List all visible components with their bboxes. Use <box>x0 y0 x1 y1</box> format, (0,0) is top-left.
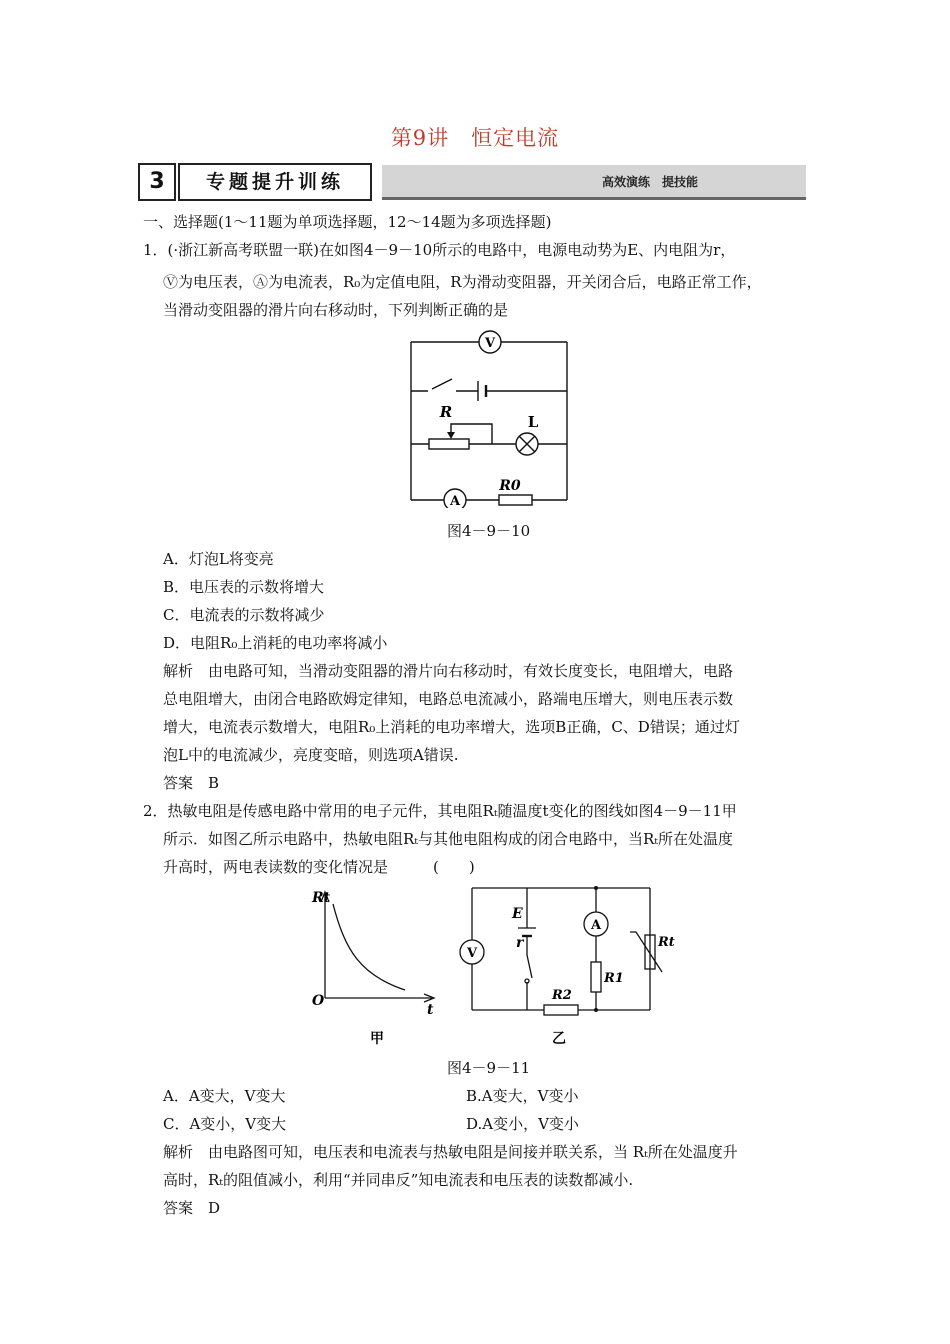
q2-emf-label: E <box>512 906 523 922</box>
q1-resistor-label: R0 <box>499 478 521 494</box>
q2-circuit-yi <box>452 880 677 1050</box>
q1-option-c: C．电流表的示数将减少 <box>163 606 325 624</box>
q1-analysis-4: 泡L中的电流减少，亮度变暗，则选项A错误. <box>163 746 459 764</box>
q2-thermistor-label: Rt <box>658 935 675 950</box>
q2-circuit-caption: 乙 <box>552 1031 566 1047</box>
q1-analysis-3: 增大，电流表示数增大，电阻R₀上消耗的电功率增大，选项B正确，C、D错误；通过灯 <box>163 718 740 736</box>
q1-fig-caption: 图4－9－10 <box>447 522 531 540</box>
q2-answer: 答案 D <box>163 1199 221 1217</box>
q1-lamp-label: L <box>527 413 539 431</box>
q1-analysis-1: 解析 由电路可知，当滑动变阻器的滑片向右移动时，有效长度变长，电阻增大，电路 <box>163 662 734 680</box>
banner-label: 专题提升训练 <box>178 163 372 201</box>
q1-line-3: 当滑动变阻器的滑片向右移动时，下列判断正确的是 <box>163 301 509 319</box>
q1-option-d: D．电阻R₀上消耗的电功率将减小 <box>163 634 388 652</box>
q2-graph-jia <box>300 880 445 1050</box>
q2-internal-label: r <box>516 935 524 951</box>
q2-r2-label: R2 <box>552 988 572 1003</box>
q1-analysis-2: 总电阻增大，由闭合电路欧姆定律知，电路总电流减小，路端电压增大，则电压表示数 <box>163 690 734 708</box>
q2-analysis-2: 高时，Rₜ的阻值减小，利用“并同串反”知电流表和电压表的读数都减小. <box>163 1171 634 1189</box>
q2-graph-x-label: t <box>427 1002 434 1018</box>
q1-option-a: A．灯泡L将变亮 <box>163 550 274 568</box>
q2-option-b: B.A变大，V变小 <box>466 1087 579 1105</box>
q2-analysis-1: 解析 由电路图可知，电压表和电流表与热敏电阻是间接并联关系，当 Rₜ所在处温度升 <box>163 1143 738 1161</box>
page-title: 第9讲 恒定电流 <box>390 126 560 150</box>
q2-line-2: 所示．如图乙所示电路中，热敏电阻Rₜ与其他电阻构成的闭合电路中，当Rₜ所在处温度 <box>163 830 733 848</box>
q1-circuit-diagram <box>400 328 580 508</box>
q1-line-2: Ⓥ为电压表，Ⓐ为电流表，R₀为定值电阻，R为滑动变阻器，开关闭合后，电路正常工作， <box>163 273 762 291</box>
q1-line-1: 1．(·浙江新高考联盟一联)在如图4－9－10所示的电路中，电源电动势为E、内电阻为r， <box>143 241 736 259</box>
q1-option-b: B．电压表的示数将增大 <box>163 578 325 596</box>
q2-graph-caption: 甲 <box>370 1031 384 1047</box>
section-heading: 一、选择题(1～11题为单项选择题，12～14题为多项选择题) <box>143 213 552 231</box>
q2-option-a: A．A变大，V变大 <box>163 1087 286 1105</box>
q1-rheostat-label: R <box>439 403 453 421</box>
q2-fig-caption: 图4－9－11 <box>447 1059 531 1077</box>
q2-graph-y-label: Rt <box>312 890 331 906</box>
banner-number: 3 <box>138 163 176 201</box>
q2-voltmeter-label: V <box>466 946 478 961</box>
q2-line-3: 升高时，两电表读数的变化情况是 ( ) <box>163 858 475 876</box>
banner-tagline: 高效演练 提技能 <box>601 175 698 189</box>
q1-answer: 答案 B <box>163 774 220 792</box>
q2-graph-origin: O <box>312 993 325 1009</box>
section-banner <box>138 163 806 199</box>
q2-line-1: 2．热敏电阻是传感电路中常用的电子元件，其电阻Rₜ随温度t变化的图线如图4－9－11甲 <box>143 802 737 820</box>
banner-bar <box>382 165 806 200</box>
q2-r1-label: R1 <box>604 971 624 986</box>
q2-option-d: D.A变小，V变小 <box>466 1115 579 1133</box>
q1-voltmeter-label: V <box>484 336 496 351</box>
q2-ammeter-label: A <box>590 918 602 933</box>
q1-ammeter-label: A <box>449 494 461 508</box>
q2-option-c: C．A变小，V变大 <box>163 1115 287 1133</box>
